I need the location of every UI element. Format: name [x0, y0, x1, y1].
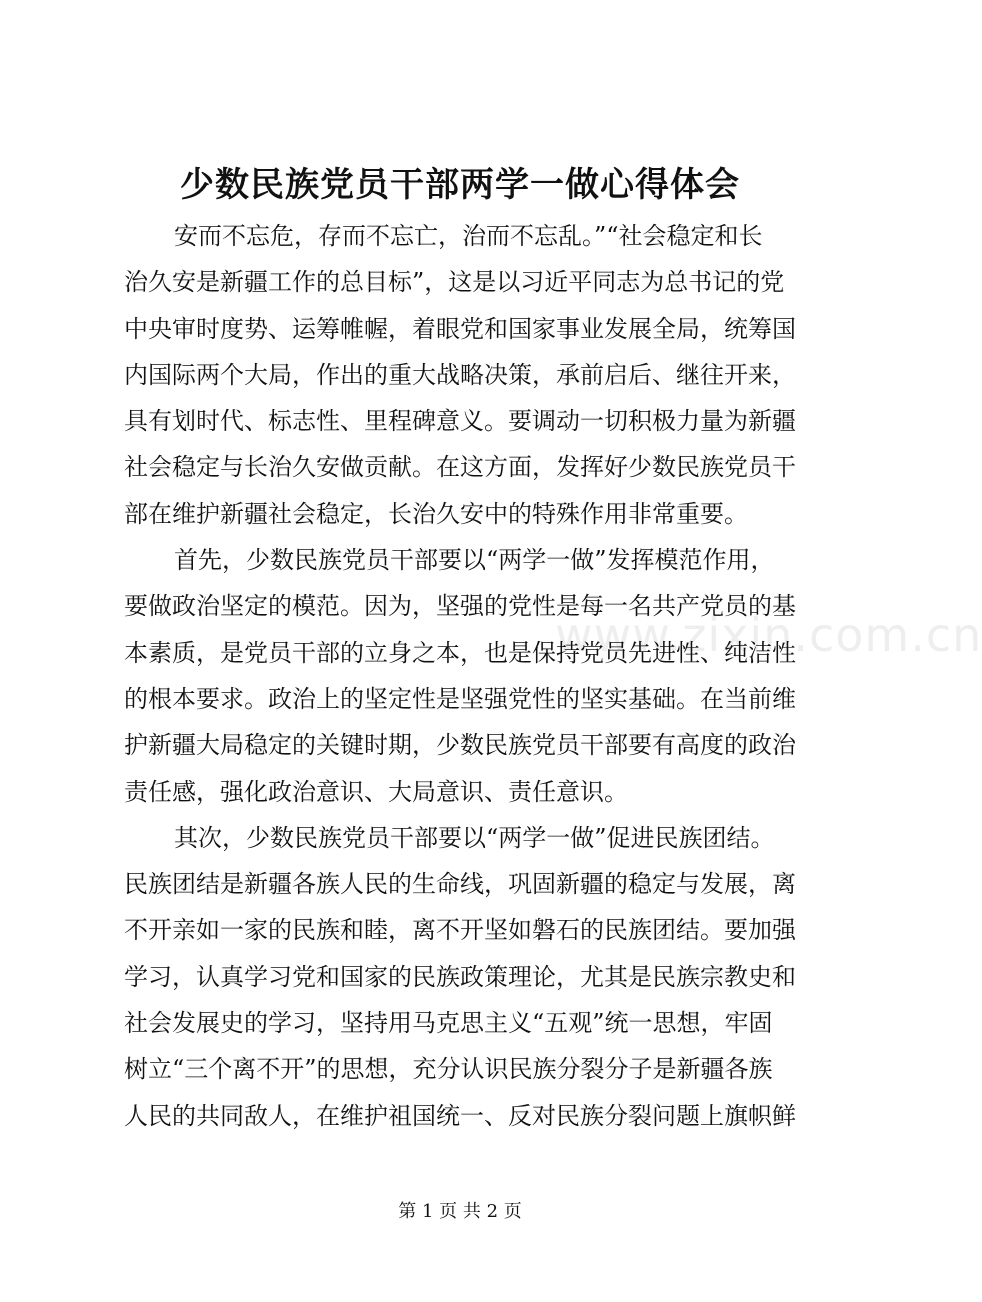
text-line: 中央审时度势、运筹帷幄，着眼党和国家事业发展全局，统筹国: [124, 314, 796, 343]
paragraph-1: [124, 213, 804, 537]
text-line: 树立“三个离不开”的思想，充分认识民族分裂分子是新疆各族: [124, 1055, 773, 1084]
text-line: 本素质，是党员干部的立身之本，也是保持党员先进性、纯洁性: [124, 638, 796, 667]
page-title: 少数民族党员干部两学一做心得体会: [180, 165, 740, 205]
text-line: 首先，少数民族党员干部要以“两学一做”发挥模范作用，: [174, 546, 775, 575]
text-line: 内国际两个大局，作出的重大战略决策，承前启后、继往开来，: [124, 360, 796, 389]
watermark: www.zixin.com.cn: [555, 608, 982, 662]
paragraph-3: [124, 815, 804, 1139]
text-line: 安而不忘危，存而不忘亡，治而不忘乱。”“社会稳定和长: [174, 222, 763, 250]
text-line: 人民的共同敌人，在维护祖国统一、反对民族分裂问题上旗帜鲜: [124, 1101, 796, 1130]
text-line: 社会发展史的学习，坚持用马克思主义“五观”统一思想，牢固: [124, 1009, 773, 1038]
text-line: 具有划时代、标志性、里程碑意义。要调动一切积极力量为新疆: [124, 407, 796, 436]
text-line: 学习，认真学习党和国家的民族政策理论，尤其是民族宗教史和: [124, 962, 796, 991]
text-line: 治久安是新疆工作的总目标”，这是以习近平同志为总书记的党: [124, 268, 785, 297]
text-line: 要做政治坚定的模范。因为，坚强的党性是每一名共产党员的基: [124, 592, 796, 621]
page-footer: 第 1 页 共 2 页: [398, 1201, 522, 1222]
text-line: 不开亲如一家的民族和睦，离不开坚如磐石的民族团结。要加强: [124, 916, 796, 945]
text-line: 护新疆大局稳定的关键时期，少数民族党员干部要有高度的政治: [124, 731, 796, 760]
text-line: 其次，少数民族党员干部要以“两学一做”促进民族团结。: [174, 823, 775, 852]
text-line: 部在维护新疆社会稳定，长治久安中的特殊作用非常重要。: [124, 499, 748, 528]
paragraph-2: [124, 537, 804, 815]
text-line: 社会稳定与长治久安做贡献。在这方面，发挥好少数民族党员干: [124, 453, 796, 482]
text-line: 的根本要求。政治上的坚定性是坚强党性的坚实基础。在当前维: [124, 684, 796, 713]
text-line: 责任感，强化政治意识、大局意识、责任意识。: [124, 777, 628, 806]
document-body: [124, 213, 804, 1139]
text-line: 民族团结是新疆各族人民的生命线，巩固新疆的稳定与发展，离: [124, 870, 796, 899]
